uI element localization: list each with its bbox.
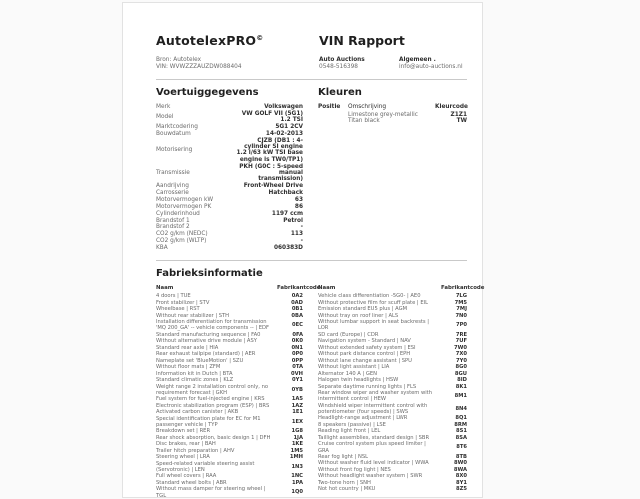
feature-code: 7X0 — [455, 351, 467, 358]
table-row — [318, 435, 467, 441]
feature-name: Two-tone horn | SNH — [318, 479, 371, 486]
table-row — [156, 473, 303, 479]
table-row — [156, 409, 303, 415]
column-header-fabrikantcode: Fabrikantcode — [277, 285, 321, 292]
feature-name: Rear shock absorption, basic design 1 | DFH — [156, 434, 271, 441]
table-row — [156, 461, 303, 473]
feature-name: Without headlight washer system | SWR — [318, 473, 423, 480]
field-label: Model — [156, 114, 174, 121]
table-row — [156, 345, 303, 351]
table-row — [156, 211, 303, 217]
table-row — [318, 467, 467, 473]
table-row — [318, 358, 467, 364]
feature-name: Breakdown set | RER — [156, 428, 211, 435]
contact-label: Algemeen . — [399, 57, 436, 63]
field-value: PKH (G0C : 5-speed manual transmission) — [239, 163, 303, 183]
feature-code: 0K0 — [291, 338, 303, 345]
field-label: Transmissie — [156, 169, 190, 176]
feature-code: 0FA — [292, 331, 303, 338]
feature-name: Steering wheel | LRA — [156, 454, 210, 461]
feature-name: Without rear stabilizer | STH — [156, 312, 230, 319]
table-row — [156, 306, 303, 312]
divider — [156, 79, 467, 80]
table-row — [318, 460, 467, 466]
table-row — [318, 345, 467, 351]
table-row — [156, 245, 303, 251]
table-row — [156, 104, 303, 110]
feature-name: Navigation system - Standard | NAV — [318, 338, 411, 345]
table-row — [156, 486, 303, 498]
table-row — [318, 112, 467, 119]
feature-name: Without alternative drive module | ASY — [156, 338, 257, 345]
feature-name: Rear window wiper and washer system with intermittent control | HEW — [318, 390, 433, 403]
feature-name: Without lane change assistant | SPU — [318, 357, 412, 364]
column-header-naam: Naam — [318, 285, 336, 292]
feature-name: Speed-related variable steering assist (Servotronic) | LEN — [156, 460, 255, 473]
table-row — [318, 332, 467, 338]
source-block — [156, 57, 319, 71]
table-row — [156, 224, 303, 230]
table-row — [156, 384, 303, 396]
feature-code: 7W0 — [454, 344, 467, 351]
table-row — [156, 416, 303, 428]
feature-code: 7N0 — [455, 312, 467, 319]
feature-name: Installation differentiation for transmission 'MQ 200_GA' -- vehicle components -- | EDF — [156, 319, 270, 332]
table-row — [318, 364, 467, 370]
factory-column-left — [156, 285, 321, 499]
color-code: TW — [456, 118, 467, 125]
company-name: Auto Auctions — [319, 57, 365, 63]
feature-name: Without tray on roof liner | ALS — [318, 312, 399, 319]
feature-code: 7LG — [455, 293, 467, 300]
feature-code: 8Q1 — [455, 415, 467, 422]
feature-code: 7Y0 — [456, 357, 467, 364]
field-label: Aandrijving — [156, 183, 189, 190]
field-label: Marktcodering — [156, 124, 198, 131]
feature-code: 0AD — [291, 299, 303, 306]
field-label: CO2 g/km (WLTP) — [156, 238, 207, 245]
feature-code: 8T6 — [456, 444, 467, 451]
feature-code: 8GU — [454, 370, 467, 377]
feature-code: 1EX — [291, 418, 303, 425]
feature-code: 0Y1 — [292, 377, 303, 384]
feature-name: Wheelbase | RST — [156, 306, 200, 313]
feature-code: 1AZ — [291, 402, 303, 409]
table-row — [318, 319, 467, 331]
feature-name: Activated carbon canister | AKB — [156, 409, 239, 416]
source-line: Bron: Autotelex — [156, 57, 202, 63]
field-value: 060383D — [273, 245, 303, 252]
feature-code: 0EC — [292, 322, 303, 329]
table-row — [156, 358, 303, 364]
feature-code: 8Y1 — [456, 479, 467, 486]
field-value: 86 — [294, 203, 303, 210]
feature-code: 8SA — [455, 434, 467, 441]
feature-name: Weight range 2 installation control only, no requirement forecast | GKH — [156, 383, 269, 396]
feature-name: Without front fog light | NES — [318, 466, 391, 473]
field-value: Volkswagen — [264, 104, 303, 110]
field-label: Bouwdatum — [156, 130, 191, 137]
color-description: Titan black — [348, 118, 380, 125]
field-label: Motorvermogen kW — [156, 196, 214, 203]
field-value: 1197 ccm — [271, 210, 303, 217]
table-row — [156, 231, 303, 237]
feature-code: 7UF — [455, 338, 467, 345]
feature-name: Standard wheel bolts | ABR — [156, 479, 227, 486]
feature-name: Without light assistant | LIA — [318, 364, 390, 371]
factory-table-right — [318, 293, 467, 492]
brand-logo — [156, 33, 319, 48]
table-row — [318, 313, 467, 319]
table-row — [156, 364, 303, 370]
feature-code: 1Q0 — [291, 489, 303, 496]
table-row — [156, 454, 303, 460]
feature-code: 1A5 — [291, 396, 303, 403]
field-label: KBA — [156, 245, 168, 252]
color-description: Limestone grey-metallic — [348, 111, 418, 118]
table-row — [318, 441, 467, 453]
color-code: Z1Z1 — [450, 111, 467, 118]
feature-name: Full wheel covers | RAA — [156, 473, 217, 480]
column-header-positie: Positie — [318, 104, 341, 110]
table-row — [318, 473, 467, 479]
table-row — [318, 480, 467, 486]
brand-text: AutotelexPRO — [156, 33, 257, 48]
feature-name: Headlight-range adjustment | LWR — [318, 415, 408, 422]
table-row — [156, 351, 303, 357]
feature-code: 8W0 — [454, 460, 467, 467]
feature-code: 8TB — [455, 453, 467, 460]
factory-table-left — [156, 293, 303, 498]
feature-name: Standard rear axle | HIA — [156, 344, 219, 351]
table-row — [156, 238, 303, 244]
table-row — [156, 131, 303, 137]
colors-column — [318, 87, 467, 252]
table-row — [318, 293, 467, 299]
table-row — [318, 422, 467, 428]
contact-email: info@auto-auctions.nl — [399, 64, 463, 70]
feature-name: Reading light front | LEL — [318, 428, 381, 435]
table-row — [318, 428, 467, 434]
feature-code: 7MJ — [456, 306, 467, 313]
feature-code: 8Z5 — [456, 486, 467, 493]
general-contact-block — [399, 57, 467, 71]
table-row — [318, 486, 467, 492]
factory-table-header — [318, 285, 485, 292]
table-row — [156, 111, 303, 124]
colors-table-header — [318, 104, 467, 111]
feature-code: 8ID — [457, 377, 467, 384]
divider — [156, 260, 467, 261]
table-row — [156, 428, 303, 434]
section-heading-factory: Fabrieksinformatie — [156, 268, 263, 280]
feature-code: 1MH — [289, 454, 303, 461]
feature-name: Without washer fluid level indicator | WWA — [318, 460, 429, 467]
feature-name: Alternator 140 A | GEN — [318, 370, 378, 377]
field-label: CO2 g/km (NEDC) — [156, 231, 208, 238]
table-row — [156, 319, 303, 331]
table-row — [156, 300, 303, 306]
feature-name: Without floor mats | ZFM — [156, 364, 221, 371]
feature-code: 0BA — [291, 312, 303, 319]
feature-code: 0P0 — [291, 351, 303, 358]
feature-code: 1N3 — [291, 463, 303, 470]
field-label: Brandstof 2 — [156, 224, 190, 231]
table-row — [156, 338, 303, 344]
field-value: Hatchback — [268, 190, 303, 197]
field-value: - — [300, 238, 303, 245]
feature-name: Separate daytime running lights | FLS — [318, 383, 417, 390]
feature-code: 0YB — [291, 386, 303, 393]
table-row — [156, 183, 303, 189]
feature-name: Special identification plate for EC for M1 passenger vehicle | TYP — [156, 415, 261, 428]
field-value: CJZB (DB1 : 4-cylinder SI engine 1.2 l/63 kW TSI base engine is TW0/TP1) — [236, 137, 303, 163]
feature-name: Trailer hitch preparation | AHV — [156, 447, 235, 454]
feature-name: Standard climatic zones | KLZ — [156, 377, 234, 384]
feature-name: Halogen twin headlights | HSW — [318, 377, 399, 384]
table-row — [318, 118, 467, 125]
table-row — [156, 448, 303, 454]
report-header — [156, 33, 467, 48]
feature-code: 1E1 — [292, 409, 303, 416]
feature-name: Nameplate set 'BlueMotion' | SZU — [156, 357, 244, 364]
feature-name: Disc brakes, rear | BAH — [156, 441, 216, 448]
field-value: 63 — [294, 196, 303, 203]
vehicle-and-colors-section — [156, 87, 467, 252]
table-row — [156, 403, 303, 409]
table-row — [156, 164, 303, 183]
feature-name: Front stabilizer | STV — [156, 299, 210, 306]
feature-code: 7RE — [455, 331, 467, 338]
feature-name: Without extended safety system | ESI — [318, 344, 416, 351]
feature-name: 8 speakers (passive) | LSE — [318, 421, 386, 428]
feature-code: 1KE — [291, 441, 303, 448]
table-row — [156, 197, 303, 203]
feature-name: Standard manufacturing sequence | FA0 — [156, 331, 261, 338]
section-heading-vehicle: Voertuiggegevens — [156, 87, 259, 98]
company-phone: 0548-516398 — [319, 64, 358, 70]
feature-name: Electronic stabilization program (ESP) | BRS — [156, 402, 270, 409]
feature-code: 0VH — [291, 370, 303, 377]
company-block — [319, 57, 399, 71]
feature-code: 7M5 — [454, 299, 467, 306]
field-value: 5G1 2CV — [275, 124, 303, 131]
feature-code: 0A2 — [291, 293, 303, 300]
field-value: 113 — [290, 231, 303, 238]
table-row — [156, 332, 303, 338]
table-row — [156, 441, 303, 447]
feature-name: Without mass damper for steering wheel | TGL — [156, 486, 266, 499]
column-header-fabrikantcode: Fabrikantcode — [441, 285, 485, 292]
feature-code: 8G0 — [455, 364, 467, 371]
field-value: Front-Wheel Drive — [243, 183, 303, 190]
feature-name: Emission standard EU5 plus | AGM — [318, 306, 408, 313]
table-row — [156, 371, 303, 377]
column-header-kleurcode: Kleurcode — [435, 104, 468, 110]
field-value: Petrol — [283, 217, 303, 224]
field-value: - — [300, 224, 303, 231]
page-title: VIN Rapport — [319, 33, 405, 48]
report-page — [122, 2, 483, 498]
column-header-naam: Naam — [156, 285, 174, 292]
table-row — [156, 377, 303, 383]
table-row — [318, 384, 467, 390]
table-row — [156, 480, 303, 486]
field-label: Cylinderinhoud — [156, 210, 200, 217]
feature-code: 0PP — [291, 357, 303, 364]
colors-table — [318, 112, 467, 125]
feature-code: 0TA — [292, 364, 303, 371]
feature-code: 1G8 — [291, 428, 303, 435]
section-heading-colors: Kleuren — [318, 87, 362, 98]
vehicle-column — [156, 87, 303, 252]
feature-code: 1JA — [293, 434, 303, 441]
table-row — [318, 306, 467, 312]
vehicle-table — [156, 104, 303, 251]
table-row — [156, 313, 303, 319]
feature-name: Rear fog light | NSL — [318, 453, 369, 460]
table-row — [318, 390, 467, 402]
feature-code: 8S1 — [456, 428, 467, 435]
factory-table-header — [156, 285, 321, 292]
factory-column-right — [318, 285, 485, 499]
table-row — [318, 338, 467, 344]
table-row — [156, 190, 303, 196]
field-value: VW GOLF VII (5G1) 1.2 TSI — [241, 110, 303, 124]
feature-code: 8K1 — [455, 383, 467, 390]
field-value: 14-02-2013 — [265, 130, 303, 137]
column-header-omschrijving: Omschrijving — [348, 104, 387, 110]
table-row — [156, 124, 303, 130]
table-row — [156, 204, 303, 210]
feature-name: Rear exhaust tailpipe (standard) | AER — [156, 351, 256, 358]
feature-name: Without park distance control | EPH — [318, 351, 411, 358]
feature-code: 8X0 — [455, 473, 467, 480]
field-label: Carrosserie — [156, 190, 189, 197]
table-row — [318, 351, 467, 357]
table-row — [156, 435, 303, 441]
feature-code: 8M1 — [454, 393, 467, 400]
feature-name: SD card (Europe) | CDR — [318, 331, 379, 338]
feature-name: Taillight assemblies, standard design | SBR — [318, 434, 430, 441]
color-position — [318, 118, 348, 125]
feature-name: Cruise control system plus speed limiter | GRA — [318, 441, 426, 454]
feature-code: 0N1 — [291, 344, 303, 351]
feature-code: 0B1 — [291, 306, 303, 313]
table-row — [318, 377, 467, 383]
feature-name: Information kit in Dutch | BTA — [156, 370, 233, 377]
table-row — [156, 218, 303, 224]
table-row — [156, 396, 303, 402]
feature-name: Not hot country | MKU — [318, 486, 376, 493]
feature-code: 1PA — [292, 479, 303, 486]
copyright-mark: © — [256, 33, 264, 42]
feature-name: Fuel system for fuel-injected engine | KRS — [156, 396, 265, 403]
contact-block — [156, 57, 467, 71]
table-row — [156, 138, 303, 163]
feature-code: 8WA — [453, 466, 467, 473]
color-position — [318, 112, 348, 119]
feature-name: Vehicle class differentiation -5G0- | AE0 — [318, 293, 421, 300]
factory-section — [156, 285, 485, 499]
feature-name: 4 doors | TUE — [156, 293, 191, 300]
feature-name: Without lumbar support in seat backrests | LOR — [318, 319, 430, 332]
field-label: Merk — [156, 104, 171, 110]
feature-code: 1M5 — [290, 447, 303, 454]
vin-line: VIN: WVWZZZAUZDW088404 — [156, 64, 242, 70]
table-row — [318, 371, 467, 377]
table-row — [318, 415, 467, 421]
feature-name: Without protective film for scuff plate | EIL — [318, 299, 429, 306]
feature-code: 7P0 — [455, 322, 467, 329]
table-row — [318, 403, 467, 415]
table-row — [318, 300, 467, 306]
feature-code: 8N4 — [455, 405, 467, 412]
feature-code: 8RM — [454, 421, 467, 428]
feature-name: Windshield wiper intermittent control with potentiometer (four speeds) | SWS — [318, 402, 428, 415]
table-row — [318, 454, 467, 460]
table-row — [156, 293, 303, 299]
field-label: Motorvermogen PK — [156, 203, 212, 210]
field-label: Brandstof 1 — [156, 217, 190, 224]
feature-code: 1NC — [291, 473, 303, 480]
field-label: Motorisering — [156, 147, 193, 154]
